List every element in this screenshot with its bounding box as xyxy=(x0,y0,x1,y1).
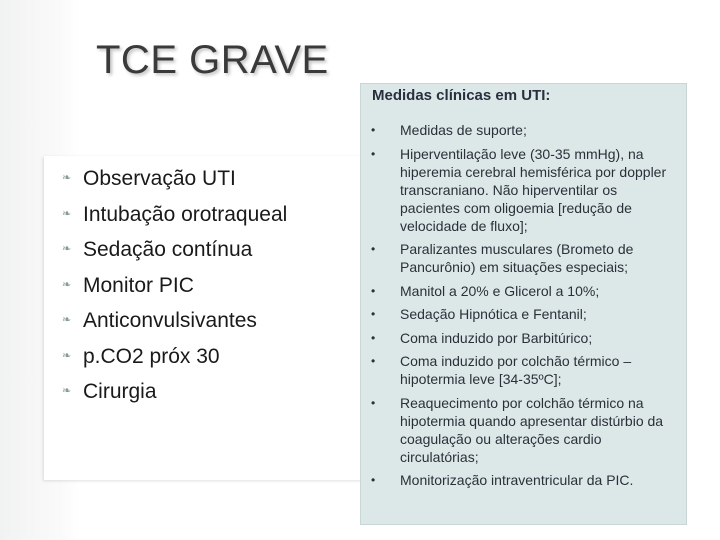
list-item xyxy=(62,303,287,339)
list-item xyxy=(62,374,287,410)
panel-item-text: Coma induzido por colchão térmico – hipotermia leve [34-35ºC]; xyxy=(400,353,632,387)
clinical-measures-panel xyxy=(360,83,687,525)
list-item xyxy=(368,145,680,235)
bullet-text: Intubação orotraqueal xyxy=(83,202,288,226)
bullet-text: Sedação contínua xyxy=(83,238,253,261)
bullet-dot-icon: • xyxy=(371,146,376,161)
panel-item-text: Medidas de suporte; xyxy=(400,122,527,138)
list-item xyxy=(368,240,680,276)
slide-bullet-list xyxy=(62,161,287,410)
list-item xyxy=(368,394,680,466)
fleuron-bullet-icon: ❧ xyxy=(62,349,72,362)
list-item xyxy=(62,232,287,268)
bullet-dot-icon: • xyxy=(371,242,376,256)
list-item xyxy=(368,329,680,347)
list-item xyxy=(368,305,680,323)
bullet-dot-icon: • xyxy=(371,283,376,298)
fleuron-bullet-icon: ❧ xyxy=(62,314,72,326)
bullet-dot-icon: • xyxy=(371,354,376,368)
fleuron-bullet-icon: ❧ xyxy=(62,172,72,184)
panel-item-text: Reaquecimento por colchão térmico na hipotermia quando apresentar distúrbio da coagulação ou alterações cardio circulatórias; xyxy=(400,394,664,465)
bullet-text: p.CO2 próx 30 xyxy=(83,344,220,368)
panel-item-text: Sedação Hipnótica e Fentanil; xyxy=(400,306,587,322)
bullet-dot-icon: • xyxy=(371,307,376,321)
bullet-dot-icon: • xyxy=(371,123,376,137)
panel-item-text: Coma induzido por Barbitúrico; xyxy=(400,329,593,346)
list-item xyxy=(368,121,680,139)
bullet-dot-icon: • xyxy=(371,473,376,487)
list-item xyxy=(62,268,287,304)
panel-item-text: Monitorização intraventricular da PIC. xyxy=(400,472,634,488)
list-item xyxy=(368,471,680,489)
panel-title: Medidas clínicas em UTI: xyxy=(372,87,551,104)
bullet-text: Observação UTI xyxy=(83,167,236,190)
list-item xyxy=(368,282,680,300)
panel-item-text: Manitol a 20% e Glicerol a 10%; xyxy=(400,282,600,299)
bullet-dot-icon: • xyxy=(371,330,376,345)
list-item xyxy=(62,161,287,197)
fleuron-bullet-icon: ❧ xyxy=(62,278,72,291)
panel-item-list xyxy=(368,121,680,495)
panel-item-text: Paralizantes musculares (Brometo de Pancurônio) em situações especiais; xyxy=(400,241,634,275)
fleuron-bullet-icon: ❧ xyxy=(62,207,72,220)
bullet-text: Cirurgia xyxy=(83,380,157,403)
list-item xyxy=(62,197,287,233)
panel-item-text: Hiperventilação leve (30-35 mmHg), na hiperemia cerebral hemisférica por doppler transcraniano. Não hiperventilar os pacientes com oligoemia [redução de velocidade de fluxo]; xyxy=(400,145,667,234)
list-item xyxy=(62,339,287,375)
bullet-dot-icon: • xyxy=(371,395,376,410)
fleuron-bullet-icon: ❧ xyxy=(62,243,72,255)
slide-title: TCE GRAVE xyxy=(96,38,329,82)
fleuron-bullet-icon: ❧ xyxy=(62,385,72,397)
bullet-text: Anticonvulsivantes xyxy=(83,309,257,332)
list-item xyxy=(368,352,680,388)
bullet-text: Monitor PIC xyxy=(83,273,194,297)
